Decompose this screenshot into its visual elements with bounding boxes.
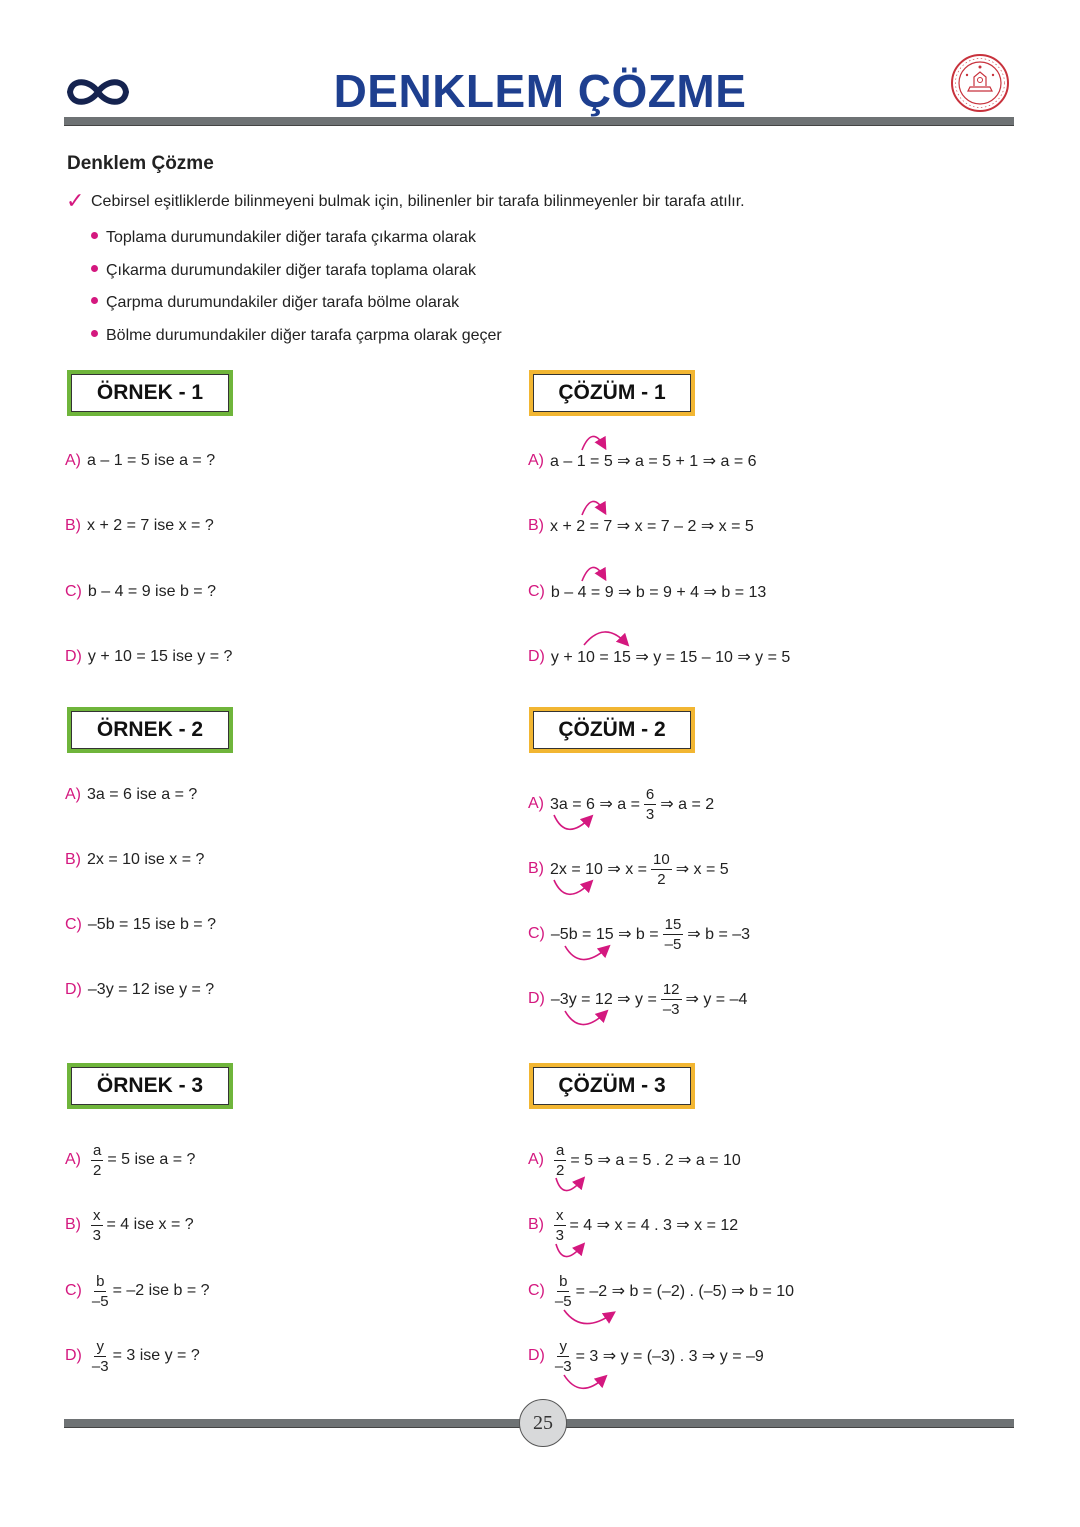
question-2c: C) –5b = 15 ise b = ? — [65, 916, 216, 933]
intro-text: Cebirsel eşitliklerde bilinmeyeni bulmak için, bilinenler bir tarafa bilinmeyenler bir tarafa atılır. — [91, 193, 745, 210]
question-3c: C) $\frac{b}{-5}$ = –2 ise b = ? — [65, 1272, 210, 1310]
arrow-curve-icon — [554, 880, 590, 894]
cozum-1-box: ÇÖZÜM - 1 — [529, 370, 695, 416]
solution-2a: A) 3a = 6 ⇒ a = $\frac{6}{3}$ ⇒ a = 2 — [528, 785, 715, 823]
arrow-curve-icon — [582, 436, 604, 450]
arrow-curve-icon — [564, 1310, 612, 1324]
question-1b: B) x + 2 = 7 ise x = ? — [65, 517, 214, 534]
fraction: $\frac{b}{-5}$ — [91, 1272, 109, 1310]
rule-bullet: Bölme durumundakiler diğer tarafa çarpma olarak geçer — [91, 327, 502, 345]
solution-3c: C) $\frac{b}{-5}$ = –2 ⇒ b = (–2) . (–5) ⇒ b = 10 — [528, 1272, 795, 1310]
question-1d: D) y + 10 = 15 ise y = ? — [65, 648, 233, 665]
solution-3b: B) $\frac{x}{3}$ = 4 ⇒ x = 4 . 3 ⇒ x = 12 — [528, 1206, 739, 1244]
fraction: $\frac{15}{-5}$ — [664, 915, 682, 953]
question-3d: D) $\frac{y}{-3}$ = 3 ise y = ? — [65, 1337, 200, 1375]
arrow-curve-icon — [556, 1244, 582, 1257]
solution-1a: A) a – 1 = 5 ⇒ a = 5 + 1 ⇒ a = 6 — [528, 452, 757, 470]
arrow-curve-icon — [556, 1178, 582, 1191]
cozum-2-box: ÇÖZÜM - 2 — [529, 707, 695, 753]
fraction: $\frac{y}{-3}$ — [91, 1337, 109, 1375]
fraction: $\frac{12}{-3}$ — [662, 980, 680, 1018]
question-2b: B) 2x = 10 ise x = ? — [65, 851, 205, 868]
solution-1b: B) x + 2 = 7 ⇒ x = 7 – 2 ⇒ x = 5 — [528, 517, 754, 535]
arrow-curve-icon — [584, 632, 626, 645]
rule-bullet: Çıkarma durumundakiler diğer tarafa toplama olarak — [91, 262, 476, 280]
fraction: $\frac{x}{3}$ — [555, 1206, 564, 1244]
solution-2d: D) –3y = 12 ⇒ y = $\frac{12}{-3}$ ⇒ y = –4 — [528, 980, 748, 1018]
rule-bullet: Toplama durumundakiler diğer tarafa çıkarma olarak — [91, 229, 476, 247]
question-3b: B) $\frac{x}{3}$ = 4 ise x = ? — [65, 1206, 194, 1244]
ornek-1-box: ÖRNEK - 1 — [67, 370, 233, 416]
page-number: 25 — [519, 1399, 567, 1447]
fraction: $\frac{x}{3}$ — [92, 1206, 101, 1244]
question-1a: A) a – 1 = 5 ise a = ? — [65, 452, 216, 469]
question-2d: D) –3y = 12 ise y = ? — [65, 981, 215, 998]
checkmark-icon: ✓ — [66, 188, 85, 213]
fraction: $\frac{10}{2}$ — [653, 850, 670, 888]
cozum-3-box: ÇÖZÜM - 3 — [529, 1063, 695, 1109]
solution-1d: D) y + 10 = 15 ⇒ y = 15 – 10 ⇒ y = 5 — [528, 648, 791, 666]
arrow-curve-icon — [565, 1011, 605, 1025]
arrow-curve-icon — [564, 1375, 604, 1388]
fraction: $\frac{a}{2}$ — [93, 1141, 102, 1179]
page-title: DENKLEM ÇÖZME — [333, 65, 747, 117]
fraction: $\frac{b}{-5}$ — [554, 1272, 572, 1310]
solution-3a: A) $\frac{a}{2}$ = 5 ⇒ a = 5 . 2 ⇒ a = 10 — [528, 1141, 741, 1179]
section-title: Denklem Çözme — [67, 153, 214, 174]
question-3a: A) $\frac{a}{2}$ = 5 ise a = ? — [65, 1141, 196, 1179]
solution-3d: D) $\frac{y}{-3}$ = 3 ⇒ y = (–3) . 3 ⇒ y = –9 — [528, 1337, 764, 1375]
arrow-curve-icon — [554, 815, 590, 829]
ornek-2-box: ÖRNEK - 2 — [67, 707, 233, 753]
solution-2b: B) 2x = 10 ⇒ x = $\frac{10}{2}$ ⇒ x = 5 — [528, 850, 729, 888]
solution-2c: C) –5b = 15 ⇒ b = $\frac{15}{-5}$ ⇒ b = –3 — [528, 915, 751, 953]
solution-1c: C) b – 4 = 9 ⇒ b = 9 + 4 ⇒ b = 13 — [528, 583, 767, 601]
fraction: $\frac{a}{2}$ — [556, 1141, 565, 1179]
fraction: $\frac{y}{-3}$ — [554, 1337, 572, 1375]
arrow-curve-icon — [565, 946, 607, 960]
fraction: $\frac{6}{3}$ — [645, 785, 655, 823]
question-1c: C) b – 4 = 9 ise b = ? — [65, 583, 216, 600]
ornek-3-box: ÖRNEK - 3 — [67, 1063, 233, 1109]
arrow-curve-icon — [582, 567, 604, 581]
question-2a: A) 3a = 6 ise a = ? — [65, 786, 198, 803]
arrow-curve-icon — [582, 501, 604, 515]
rule-bullet: Çarpma durumundakiler diğer tarafa bölme olarak — [91, 294, 459, 312]
